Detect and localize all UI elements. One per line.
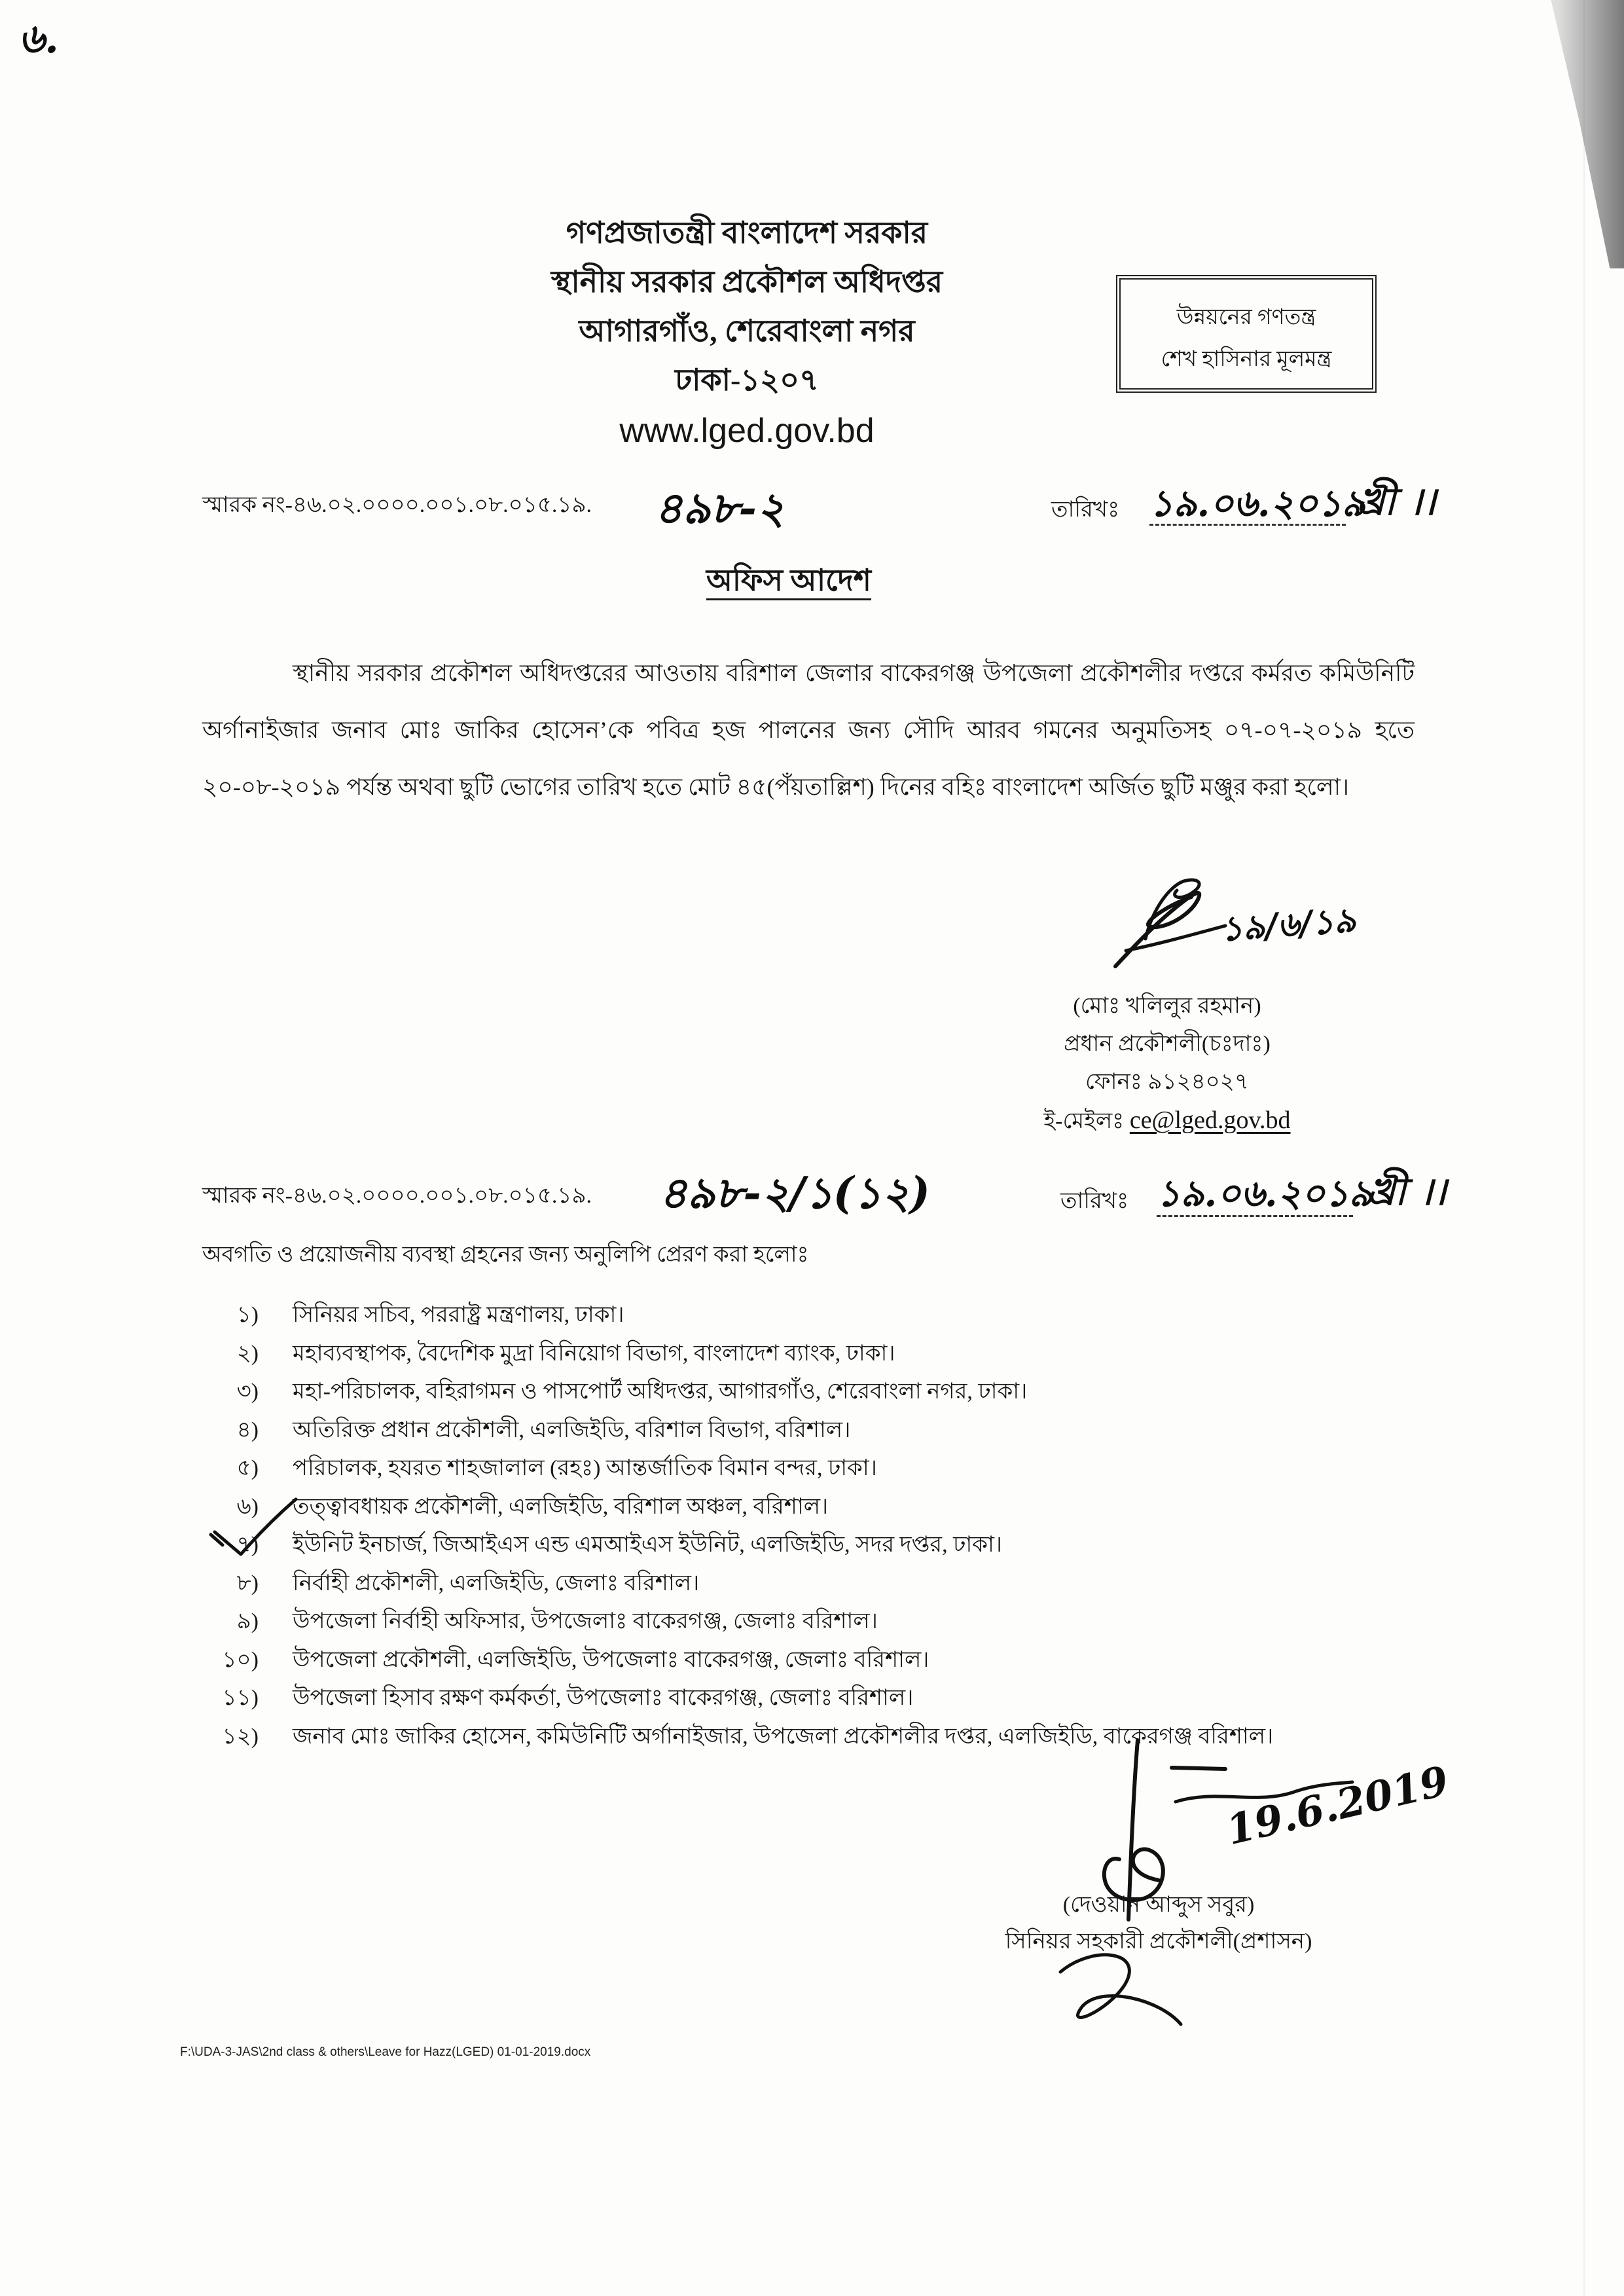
list-item (203, 1603, 1414, 1641)
list-item-text: অতিরিক্ত প্রধান প্রকৌশলী, এলজিইডি, বরিশাল বিভাগ, বরিশাল। (293, 1417, 851, 1442)
signature-stroke (1172, 1768, 1225, 1769)
address-line: আগারগাঁও, শেরেবাংলা নগর (579, 314, 915, 348)
list-item-number: ৫) (236, 1456, 259, 1480)
list-item-text: তত্ত্বাবধায়ক প্রকৌশলী, এলজিইডি, বরিশাল অঞ্চল, বরিশাল। (293, 1494, 829, 1519)
slogan-box (1116, 275, 1377, 393)
scan-edge-shadow (1506, 0, 1624, 268)
copy-distribution-intro: অবগতি ও প্রয়োজনীয় ব্যবস্থা গ্রহনের জন্য অনুলিপি প্রেরণ করা হলোঃ (202, 1243, 809, 1267)
list-item-number: ৩) (236, 1379, 259, 1404)
check-mark-stroke (211, 1499, 296, 1554)
date-label: তারিখঃ (1051, 498, 1120, 522)
email-label: ই-মেইলঃ (1043, 1109, 1130, 1133)
signatory-name: (দেওয়ান আব্দুস সবুর) (1062, 1893, 1255, 1917)
distribution-list (203, 1296, 1414, 1756)
handwritten-page-number: ৬. (18, 14, 59, 62)
list-item-text: পরিচালক, হযরত শাহজালাল (রহঃ) আন্তর্জাতিক বিমান বন্দর, ঢাকা। (293, 1456, 877, 1480)
signatory-phone: ফোনঃ ৯১২৪০২৭ (1085, 1070, 1250, 1094)
handwritten-date: ১৯.০৬.২০১৯ (1149, 482, 1365, 525)
list-item-number: ১২) (222, 1724, 259, 1749)
list-item-number: ৯) (236, 1609, 259, 1633)
handwritten-memo-number: ৪৯৮-২ (655, 483, 785, 534)
list-item (203, 1565, 1414, 1603)
handwritten-signature-date: ১৯/৬/১৯ (1219, 900, 1358, 950)
handwritten-check-mark (196, 1493, 308, 1565)
website-address: www.lged.gov.bd (619, 412, 875, 450)
handwritten-date-suffix: খ্রী ।। (1356, 479, 1436, 524)
date-label-copy: তারিখঃ (1060, 1189, 1129, 1213)
government-name: গণপ্রজাতন্ত্রী বাংলাদেশ সরকার (566, 216, 928, 249)
list-item (203, 1641, 1414, 1680)
memo-number-label-copy: স্মারক নং-৪৬.০২.০০০০.০০১.০৮.০১৫.১৯. (202, 1184, 592, 1208)
list-item-number: ৭) (236, 1533, 259, 1557)
list-item (203, 1488, 1414, 1527)
handwritten-signature-date: 19.6.2019 (1221, 1757, 1453, 1855)
letterhead (485, 208, 1009, 457)
list-item (203, 1526, 1414, 1565)
department-name: স্থানীয় সরকার প্রকৌশল অধিদপ্তর (550, 265, 943, 299)
handwritten-date-suffix-copy: খ্রী ।। (1367, 1169, 1447, 1214)
list-item-number: ৪) (236, 1417, 259, 1442)
scan-edge-line (1583, 0, 1585, 2296)
list-item-text: মহাব্যবস্থাপক, বৈদেশিক মুদ্রা বিনিয়োগ বিভাগ, বাংলাদেশ ব্যাংক, ঢাকা। (293, 1341, 895, 1366)
list-item (203, 1412, 1414, 1450)
list-item (203, 1373, 1414, 1412)
list-item-number: ৮) (236, 1571, 259, 1595)
handwritten-date-copy: ১৯.০৬.২০১৯ (1157, 1172, 1373, 1215)
slogan-line-2: শেখ হাসিনার মূলমন্ত্র (1161, 348, 1332, 371)
list-item-number: ৬) (236, 1494, 259, 1519)
list-item-text: জনাব মোঃ জাকির হোসেন, কমিউনিটি অর্গানাইজার, উপজেলা প্রকৌশলীর দপ্তর, এলজিইডি, বাকেরগঞ্জ বরিশাল। (293, 1724, 1274, 1749)
signatory-block-senior-assistant-engineer (962, 1887, 1355, 1960)
list-item-number: ১১) (222, 1686, 259, 1710)
list-item (203, 1679, 1414, 1718)
signatory-block-chief-engineer (971, 987, 1363, 1140)
list-item-text: উপজেলা হিসাব রক্ষণ কর্মকর্তা, উপজেলাঃ বাকেরগঞ্জ, জেলাঃ বরিশাল। (293, 1686, 914, 1710)
memo-number-label: স্মারক নং-৪৬.০২.০০০০.০০১.০৮.০১৫.১৯. (202, 493, 592, 517)
signatory-designation: প্রধান প্রকৌশলী(চঃদাঃ) (1064, 1032, 1271, 1056)
list-item-text: সিনিয়র সচিব, পররাষ্ট্র মন্ত্রণালয়, ঢাকা। (293, 1303, 624, 1327)
signatory-email-line (971, 1101, 1363, 1140)
handwritten-memo-number-copy: ৪৯৮-২/১(১২) (659, 1167, 930, 1218)
list-item-text: ইউনিট ইনচার্জ, জিআইএস এন্ড এমআইএস ইউনিট, এলজিইডি, সদর দপ্তর, ঢাকা। (293, 1533, 1002, 1557)
signatory-designation: সিনিয়র সহকারী প্রকৌশলী(প্রশাসন) (1005, 1929, 1312, 1954)
list-item-number: ২) (236, 1341, 259, 1366)
signature-stroke (1060, 1955, 1181, 2024)
list-item (203, 1296, 1414, 1335)
list-item-text: উপজেলা নির্বাহী অফিসার, উপজেলাঃ বাকেরগঞ্জ, জেলাঃ বরিশাল। (293, 1609, 878, 1633)
slogan-line-1: উন্নয়নের গণতন্ত্র (1176, 306, 1316, 329)
list-item-number: ১) (236, 1303, 259, 1327)
footer-file-path: F:\UDA-3-JAS\2nd class & others\Leave for Hazz(LGED) 01-01-2019.docx (180, 2045, 591, 2059)
email-address: ce@lged.gov.bd (1129, 1106, 1291, 1134)
list-item (203, 1449, 1414, 1488)
signature-stroke (1115, 893, 1199, 966)
list-item-text: মহা-পরিচালক, বহিরাগমন ও পাসপোর্ট অধিদপ্তর, আগারগাঁও, শেরেবাংলা নগর, ঢাকা। (293, 1379, 1028, 1404)
signature-chief-engineer (1106, 871, 1231, 975)
document-title: অফিস আদেশ (706, 564, 872, 597)
list-item (203, 1335, 1414, 1374)
city-postcode: ঢাকা-১২০৭ (675, 363, 819, 397)
list-item-number: ১০) (222, 1647, 259, 1672)
signatory-name: (মোঃ খলিলুর রহমান) (1073, 994, 1261, 1018)
order-body-paragraph: স্থানীয় সরকার প্রকৌশল অধিদপ্তরের আওতায় বরিশাল জেলার বাকেরগঞ্জ উপজেলা প্রকৌশলীর দপ্তরে কর্মরত কমিউনিটি অর্গানাইজার জনাব মোঃ জাকির হোসেন’কে পবিত্র হজ পালনের জন্য সৌদি আরব গমনের অনুমতিসহ ০৭-০৭-২০১৯ হতে ২০-০৮-২০১৯ পর্যন্ত অথবা ছুটি ভোগের তারিখ হতে মোট ৪৫(পঁয়তাল্লিশ) দিনের বহিঃ বাংলাদেশ অর্জিত ছুটি মঞ্জুর করা হলো। (202, 660, 1415, 800)
list-item-text: নির্বাহী প্রকৌশলী, এলজিইডি, জেলাঃ বরিশাল। (293, 1571, 700, 1595)
list-item-text: উপজেলা প্রকৌশলী, এলজিইডি, উপজেলাঃ বাকেরগঞ্জ, জেলাঃ বরিশাল। (293, 1647, 929, 1672)
